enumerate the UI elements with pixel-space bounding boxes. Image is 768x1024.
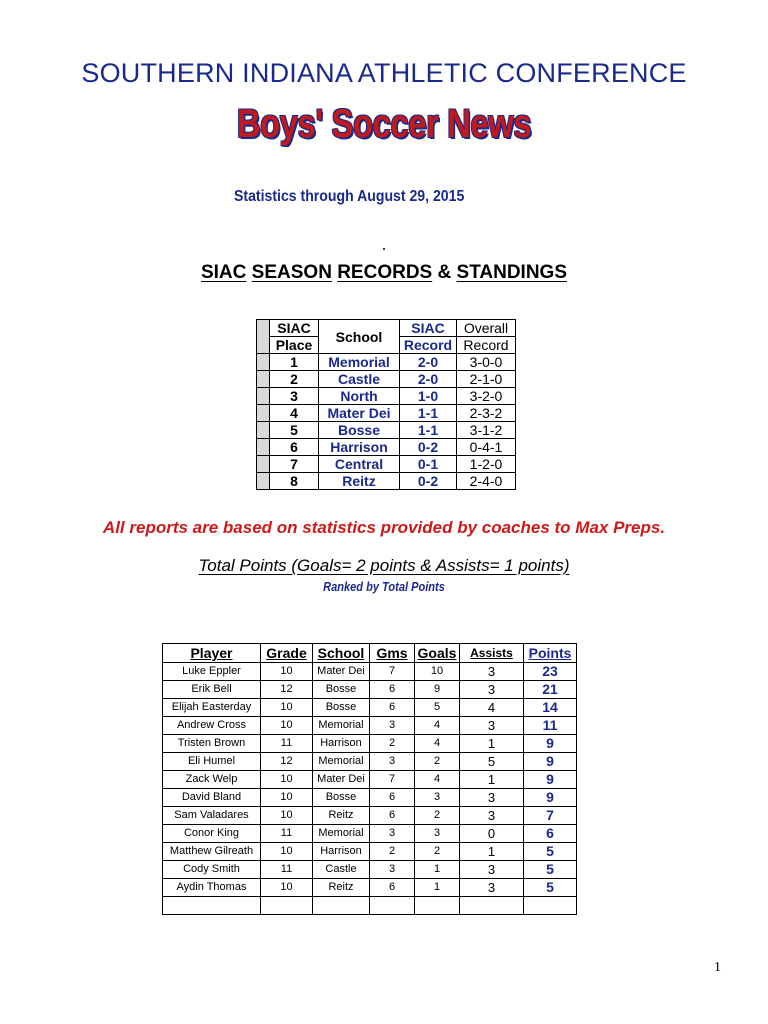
siac-record-cell: 2-0 — [400, 354, 457, 371]
school-cell: Bosse — [313, 681, 370, 699]
player-cell: Sam Valadares — [163, 807, 261, 825]
place-cell: 1 — [270, 354, 319, 371]
gutter-cell — [257, 473, 270, 490]
conference-title: SOUTHERN INDIANA ATHLETIC CONFERENCE — [81, 58, 687, 88]
school-cell: Castle — [313, 861, 370, 879]
empty-row — [163, 897, 577, 915]
school-cell: Memorial — [313, 753, 370, 771]
school-cell: Mater Dei — [313, 663, 370, 681]
school-cell: North — [319, 388, 400, 405]
siac-record-cell: 0-1 — [400, 456, 457, 473]
games-cell: 2 — [370, 735, 415, 753]
goals-cell: 1 — [415, 879, 460, 897]
games-cell: 6 — [370, 681, 415, 699]
points-cell: 14 — [524, 699, 577, 717]
overall-record-cell: 2-1-0 — [457, 371, 516, 388]
newsletter-title: Boys' Soccer News — [236, 102, 532, 146]
points-cell: 5 — [524, 843, 577, 861]
grade-cell: 10 — [261, 807, 313, 825]
grade-cell: 11 — [261, 735, 313, 753]
player-row — [163, 789, 577, 807]
player-cell: Aydin Thomas — [163, 879, 261, 897]
goals-cell: 1 — [415, 861, 460, 879]
goals-cell: 4 — [415, 735, 460, 753]
standings-row — [257, 388, 516, 405]
empty-cell — [163, 897, 261, 915]
assists-cell: 1 — [460, 735, 524, 753]
page-number: 1 — [714, 960, 721, 975]
player-row — [163, 699, 577, 717]
standings-row — [257, 405, 516, 422]
player-header: Player — [163, 644, 261, 663]
school-cell: Reitz — [313, 879, 370, 897]
heading-word: RECORDS — [337, 262, 433, 283]
school-cell: Bosse — [313, 699, 370, 717]
standings-row — [257, 371, 516, 388]
empty-cell — [460, 897, 524, 915]
player-row — [163, 753, 577, 771]
player-row — [163, 825, 577, 843]
overall-record-cell: 1-2-0 — [457, 456, 516, 473]
gutter-cell — [257, 320, 270, 354]
assists-header: Assists — [460, 644, 524, 663]
standings-header-row — [257, 320, 516, 337]
gutter-cell — [257, 456, 270, 473]
school-cell: Reitz — [313, 807, 370, 825]
school-cell: Mater Dei — [313, 771, 370, 789]
games-cell: 2 — [370, 843, 415, 861]
grade-cell: 12 — [261, 753, 313, 771]
points-cell: 11 — [524, 717, 577, 735]
standings-row — [257, 422, 516, 439]
player-row — [163, 735, 577, 753]
place-cell: 8 — [270, 473, 319, 490]
place-header: SIAC — [270, 320, 319, 337]
games-cell: 6 — [370, 879, 415, 897]
points-cell: 9 — [524, 753, 577, 771]
goals-cell: 2 — [415, 807, 460, 825]
place-cell: 7 — [270, 456, 319, 473]
games-cell: 3 — [370, 753, 415, 771]
points-title-text: Total Points (Goals= 2 points & Assists= 1 points) — [198, 556, 570, 575]
place-header: Place — [270, 337, 319, 354]
siac-record-cell: 0-2 — [400, 439, 457, 456]
points-cell: 9 — [524, 735, 577, 753]
points-cell: 9 — [524, 771, 577, 789]
standings-table — [256, 319, 516, 490]
school-cell: Memorial — [313, 825, 370, 843]
overall-record-header: Overall — [457, 320, 516, 337]
school-cell: Harrison — [313, 843, 370, 861]
goals-cell: 3 — [415, 825, 460, 843]
points-cell: 21 — [524, 681, 577, 699]
siac-record-cell: 0-2 — [400, 473, 457, 490]
reports-note: All reports are based on statistics provided by coaches to Max Preps. — [102, 518, 666, 537]
grade-header: Grade — [261, 644, 313, 663]
player-row — [163, 843, 577, 861]
goals-header: Goals — [415, 644, 460, 663]
siac-record-cell: 1-1 — [400, 422, 457, 439]
games-cell: 6 — [370, 807, 415, 825]
standings-row — [257, 354, 516, 371]
player-cell: Erik Bell — [163, 681, 261, 699]
overall-record-cell: 0-4-1 — [457, 439, 516, 456]
overall-record-cell: 2-3-2 — [457, 405, 516, 422]
assists-cell: 3 — [460, 789, 524, 807]
player-cell: Elijah Easterday — [163, 699, 261, 717]
games-cell: 6 — [370, 789, 415, 807]
overall-record-cell: 2-4-0 — [457, 473, 516, 490]
player-cell: Luke Eppler — [163, 663, 261, 681]
goals-cell: 10 — [415, 663, 460, 681]
place-cell: 6 — [270, 439, 319, 456]
grade-cell: 12 — [261, 681, 313, 699]
grade-cell: 11 — [261, 825, 313, 843]
assists-cell: 4 — [460, 699, 524, 717]
player-row — [163, 681, 577, 699]
grade-cell: 10 — [261, 879, 313, 897]
player-cell: Zack Welp — [163, 771, 261, 789]
assists-cell: 3 — [460, 663, 524, 681]
empty-cell — [370, 897, 415, 915]
school-cell: Central — [319, 456, 400, 473]
siac-record-cell: 1-0 — [400, 388, 457, 405]
empty-cell — [261, 897, 313, 915]
player-cell: David Bland — [163, 789, 261, 807]
ranked-by-note: Ranked by Total Points — [323, 579, 445, 594]
points-table — [162, 643, 577, 915]
place-cell: 3 — [270, 388, 319, 405]
empty-cell — [313, 897, 370, 915]
goals-cell: 3 — [415, 789, 460, 807]
gutter-cell — [257, 422, 270, 439]
player-cell: Matthew Gilreath — [163, 843, 261, 861]
school-header: School — [313, 644, 370, 663]
player-row — [163, 771, 577, 789]
school-cell: Memorial — [319, 354, 400, 371]
stats-date: Statistics through August 29, 2015 — [234, 188, 465, 205]
grade-cell: 10 — [261, 843, 313, 861]
games-cell: 3 — [370, 825, 415, 843]
points-title — [0, 556, 768, 576]
school-cell: Castle — [319, 371, 400, 388]
points-cell: 7 — [524, 807, 577, 825]
player-row — [163, 879, 577, 897]
school-cell: Harrison — [319, 439, 400, 456]
points-cell: 5 — [524, 861, 577, 879]
place-cell: 5 — [270, 422, 319, 439]
siac-record-header: SIAC — [400, 320, 457, 337]
overall-record-cell: 3-0-0 — [457, 354, 516, 371]
assists-cell: 3 — [460, 879, 524, 897]
school-cell: Reitz — [319, 473, 400, 490]
points-cell: 23 — [524, 663, 577, 681]
games-cell: 3 — [370, 861, 415, 879]
assists-cell: 3 — [460, 807, 524, 825]
points-cell: 6 — [524, 825, 577, 843]
standings-row — [257, 456, 516, 473]
goals-cell: 5 — [415, 699, 460, 717]
gutter-cell — [257, 405, 270, 422]
assists-cell: 0 — [460, 825, 524, 843]
assists-cell: 1 — [460, 771, 524, 789]
overall-record-cell: 3-1-2 — [457, 422, 516, 439]
player-cell: Tristen Brown — [163, 735, 261, 753]
assists-cell: 5 — [460, 753, 524, 771]
siac-record-cell: 1-1 — [400, 405, 457, 422]
heading-word: & — [437, 262, 452, 283]
games-cell: 6 — [370, 699, 415, 717]
points-cell: 9 — [524, 789, 577, 807]
assists-cell: 3 — [460, 717, 524, 735]
player-row — [163, 717, 577, 735]
siac-record-header: Record — [400, 337, 457, 354]
gutter-cell — [257, 371, 270, 388]
heading-word: STANDINGS — [456, 262, 567, 283]
player-cell: Eli Humel — [163, 753, 261, 771]
points-header: Points — [524, 644, 577, 663]
gutter-cell — [257, 388, 270, 405]
games-cell: 7 — [370, 771, 415, 789]
school-header: School — [319, 320, 400, 354]
assists-cell: 1 — [460, 843, 524, 861]
empty-cell — [415, 897, 460, 915]
heading-word: SEASON — [251, 262, 332, 283]
assists-cell: 3 — [460, 861, 524, 879]
stray-dot — [383, 248, 385, 250]
player-row — [163, 861, 577, 879]
player-cell: Conor King — [163, 825, 261, 843]
games-cell: 3 — [370, 717, 415, 735]
grade-cell: 10 — [261, 663, 313, 681]
goals-cell: 2 — [415, 753, 460, 771]
player-cell: Cody Smith — [163, 861, 261, 879]
grade-cell: 10 — [261, 717, 313, 735]
place-cell: 2 — [270, 371, 319, 388]
grade-cell: 10 — [261, 789, 313, 807]
player-row — [163, 807, 577, 825]
standings-row — [257, 439, 516, 456]
standings-heading — [0, 262, 768, 284]
player-cell: Andrew Cross — [163, 717, 261, 735]
place-cell: 4 — [270, 405, 319, 422]
points-cell: 5 — [524, 879, 577, 897]
grade-cell: 10 — [261, 771, 313, 789]
goals-cell: 4 — [415, 717, 460, 735]
overall-record-cell: 3-2-0 — [457, 388, 516, 405]
player-row — [163, 663, 577, 681]
gutter-cell — [257, 439, 270, 456]
goals-cell: 9 — [415, 681, 460, 699]
school-cell: Memorial — [313, 717, 370, 735]
goals-cell: 2 — [415, 843, 460, 861]
grade-cell: 11 — [261, 861, 313, 879]
school-cell: Bosse — [313, 789, 370, 807]
assists-cell: 3 — [460, 681, 524, 699]
heading-word: SIAC — [200, 262, 247, 283]
school-cell: Mater Dei — [319, 405, 400, 422]
siac-record-cell: 2-0 — [400, 371, 457, 388]
gutter-cell — [257, 354, 270, 371]
games-header: Gms — [370, 644, 415, 663]
goals-cell: 4 — [415, 771, 460, 789]
school-cell: Bosse — [319, 422, 400, 439]
standings-row — [257, 473, 516, 490]
empty-cell — [524, 897, 577, 915]
points-header-row — [163, 644, 577, 663]
grade-cell: 10 — [261, 699, 313, 717]
games-cell: 7 — [370, 663, 415, 681]
overall-record-header: Record — [457, 337, 516, 354]
school-cell: Harrison — [313, 735, 370, 753]
